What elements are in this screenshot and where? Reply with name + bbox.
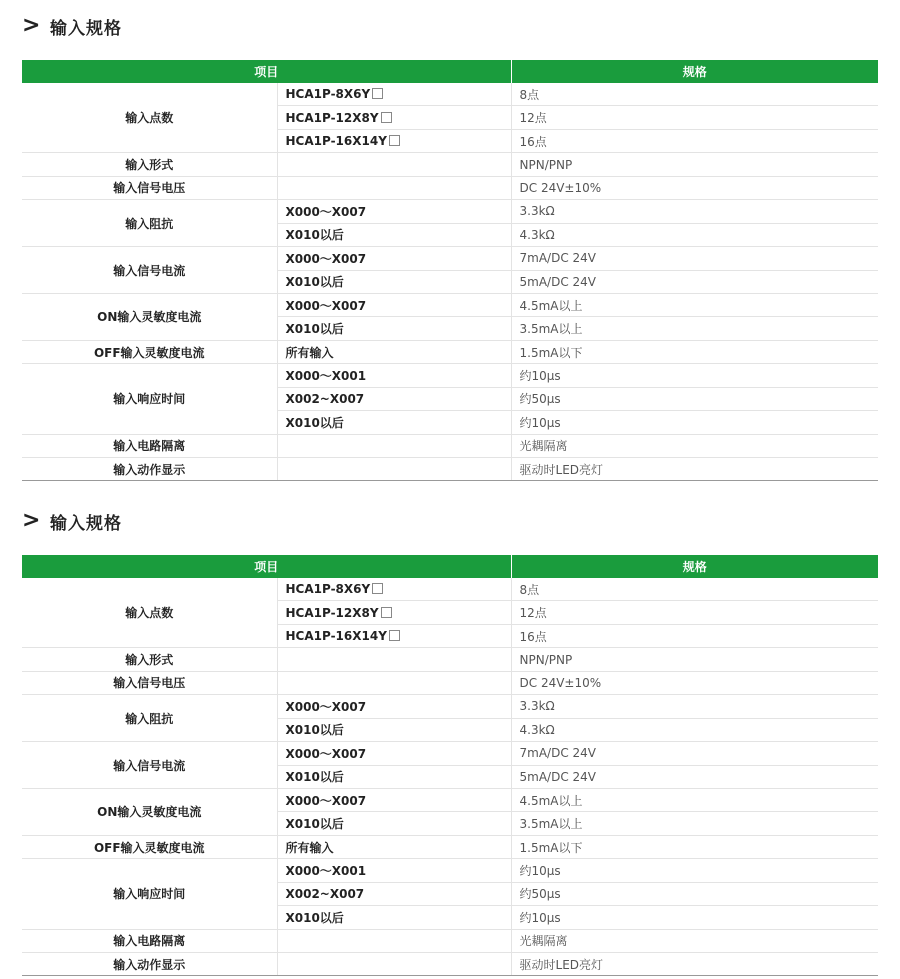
table-row bbox=[22, 835, 878, 858]
checkbox-square-icon bbox=[381, 607, 392, 618]
section-title bbox=[22, 8, 122, 44]
table-row bbox=[22, 578, 878, 601]
value-cell: 3.5mA以上 bbox=[511, 317, 878, 340]
checkbox-square-icon bbox=[381, 112, 392, 123]
value-cell: 12点 bbox=[511, 106, 878, 129]
row-label: 输入电路隔离 bbox=[22, 434, 277, 457]
table-row bbox=[22, 83, 878, 106]
table-row bbox=[22, 953, 878, 976]
value-cell: 驱动时LED亮灯 bbox=[511, 953, 878, 976]
value-cell: 4.3kΩ bbox=[511, 718, 878, 741]
sub-cell: 所有输入 bbox=[277, 340, 511, 363]
sub-cell: X010以后 bbox=[277, 223, 511, 246]
value-cell: 4.5mA以上 bbox=[511, 788, 878, 811]
empty-cell bbox=[277, 929, 511, 952]
empty-cell bbox=[277, 176, 511, 199]
model-name: HCA1P-8X6Y bbox=[285, 582, 371, 597]
sub-cell: X000～X007 bbox=[277, 200, 511, 223]
table-row bbox=[22, 364, 878, 387]
row-label: 输入动作显示 bbox=[22, 458, 277, 481]
value-cell: 4.5mA以上 bbox=[511, 293, 878, 316]
model-cell bbox=[277, 601, 511, 624]
empty-cell bbox=[277, 953, 511, 976]
value-cell: 8点 bbox=[511, 83, 878, 106]
value-cell: 3.3kΩ bbox=[511, 695, 878, 718]
row-label: 输入电路隔离 bbox=[22, 929, 277, 952]
table-row bbox=[22, 200, 878, 223]
value-cell: 8点 bbox=[511, 578, 878, 601]
row-label: 输入形式 bbox=[22, 648, 277, 671]
value-cell: 4.3kΩ bbox=[511, 223, 878, 246]
model-cell bbox=[277, 624, 511, 647]
sub-cell: X000～X001 bbox=[277, 364, 511, 387]
table-row bbox=[22, 788, 878, 811]
checkbox-square-icon bbox=[372, 88, 383, 99]
value-cell: 5mA/DC 24V bbox=[511, 270, 878, 293]
table-row bbox=[22, 176, 878, 199]
table-header-row bbox=[22, 60, 878, 83]
value-cell: 约10μs bbox=[511, 411, 878, 434]
sub-cell: X000～X007 bbox=[277, 247, 511, 270]
value-cell: 16点 bbox=[511, 624, 878, 647]
row-label: 输入响应时间 bbox=[22, 364, 277, 434]
header-spec: 规格 bbox=[511, 60, 878, 83]
model-name: HCA1P-8X6Y bbox=[285, 87, 371, 102]
value-cell: 驱动时LED亮灯 bbox=[511, 458, 878, 481]
model-cell bbox=[277, 83, 511, 106]
table-row bbox=[22, 247, 878, 270]
empty-cell bbox=[277, 153, 511, 176]
value-cell: NPN/PNP bbox=[511, 153, 878, 176]
row-label: ON输入灵敏度电流 bbox=[22, 293, 277, 340]
empty-cell bbox=[277, 434, 511, 457]
value-cell: 1.5mA以下 bbox=[511, 340, 878, 363]
chevron-right-icon: > bbox=[22, 508, 41, 533]
row-label: 输入响应时间 bbox=[22, 859, 277, 929]
value-cell: 5mA/DC 24V bbox=[511, 765, 878, 788]
value-cell: 7mA/DC 24V bbox=[511, 742, 878, 765]
table-row bbox=[22, 434, 878, 457]
model-cell bbox=[277, 129, 511, 152]
table-row bbox=[22, 293, 878, 316]
value-cell: 3.3kΩ bbox=[511, 200, 878, 223]
sub-cell: X010以后 bbox=[277, 317, 511, 340]
row-label: 输入点数 bbox=[22, 83, 277, 153]
sub-cell: X010以后 bbox=[277, 718, 511, 741]
value-cell: 约10μs bbox=[511, 364, 878, 387]
empty-cell bbox=[277, 648, 511, 671]
spec-table bbox=[22, 60, 878, 481]
row-label: 输入信号电流 bbox=[22, 247, 277, 294]
sub-cell: 所有输入 bbox=[277, 835, 511, 858]
header-item: 项目 bbox=[22, 555, 511, 578]
checkbox-square-icon bbox=[389, 630, 400, 641]
value-cell: 约50μs bbox=[511, 387, 878, 410]
sub-cell: X000～X007 bbox=[277, 788, 511, 811]
row-label: 输入点数 bbox=[22, 578, 277, 648]
value-cell: 16点 bbox=[511, 129, 878, 152]
model-cell bbox=[277, 578, 511, 601]
sub-cell: X010以后 bbox=[277, 906, 511, 929]
row-label: ON输入灵敏度电流 bbox=[22, 788, 277, 835]
empty-cell bbox=[277, 458, 511, 481]
sub-cell: X000～X007 bbox=[277, 742, 511, 765]
sub-cell: X000～X007 bbox=[277, 293, 511, 316]
section-title-text: 输入规格 bbox=[50, 18, 122, 39]
table-row bbox=[22, 340, 878, 363]
sub-cell: X002~X007 bbox=[277, 387, 511, 410]
sub-cell: X000～X007 bbox=[277, 695, 511, 718]
table-row bbox=[22, 859, 878, 882]
row-label: 输入信号电压 bbox=[22, 671, 277, 694]
value-cell: 12点 bbox=[511, 601, 878, 624]
row-label: 输入动作显示 bbox=[22, 953, 277, 976]
value-cell: 光耦隔离 bbox=[511, 434, 878, 457]
sub-cell: X010以后 bbox=[277, 270, 511, 293]
row-label: 输入阻抗 bbox=[22, 695, 277, 742]
row-label: 输入信号电流 bbox=[22, 742, 277, 789]
table-row bbox=[22, 695, 878, 718]
row-label: 输入形式 bbox=[22, 153, 277, 176]
table-row bbox=[22, 648, 878, 671]
table-row bbox=[22, 671, 878, 694]
value-cell: 7mA/DC 24V bbox=[511, 247, 878, 270]
row-label: 输入信号电压 bbox=[22, 176, 277, 199]
value-cell: 1.5mA以下 bbox=[511, 835, 878, 858]
model-name: HCA1P-12X8Y bbox=[285, 110, 379, 125]
model-name: HCA1P-16X14Y bbox=[285, 134, 387, 149]
chevron-right-icon: > bbox=[22, 13, 41, 38]
model-cell bbox=[277, 106, 511, 129]
sub-cell: X002~X007 bbox=[277, 882, 511, 905]
section-title-text: 输入规格 bbox=[50, 513, 122, 534]
value-cell: NPN/PNP bbox=[511, 648, 878, 671]
table-row bbox=[22, 929, 878, 952]
value-cell: 约50μs bbox=[511, 882, 878, 905]
model-name: HCA1P-16X14Y bbox=[285, 629, 387, 644]
row-label: OFF输入灵敏度电流 bbox=[22, 835, 277, 858]
empty-cell bbox=[277, 671, 511, 694]
model-name: HCA1P-12X8Y bbox=[285, 605, 379, 620]
value-cell: 约10μs bbox=[511, 906, 878, 929]
value-cell: DC 24V±10% bbox=[511, 176, 878, 199]
row-label: OFF输入灵敏度电流 bbox=[22, 340, 277, 363]
sub-cell: X000～X001 bbox=[277, 859, 511, 882]
value-cell: DC 24V±10% bbox=[511, 671, 878, 694]
table-row bbox=[22, 458, 878, 481]
checkbox-square-icon bbox=[389, 135, 400, 146]
value-cell: 3.5mA以上 bbox=[511, 812, 878, 835]
sub-cell: X010以后 bbox=[277, 411, 511, 434]
sub-cell: X010以后 bbox=[277, 765, 511, 788]
checkbox-square-icon bbox=[372, 583, 383, 594]
table-row bbox=[22, 153, 878, 176]
row-label: 输入阻抗 bbox=[22, 200, 277, 247]
table-row bbox=[22, 742, 878, 765]
section-title bbox=[22, 503, 122, 539]
sub-cell: X010以后 bbox=[277, 812, 511, 835]
table-header-row bbox=[22, 555, 878, 578]
value-cell: 光耦隔离 bbox=[511, 929, 878, 952]
header-spec: 规格 bbox=[511, 555, 878, 578]
value-cell: 约10μs bbox=[511, 859, 878, 882]
header-item: 项目 bbox=[22, 60, 511, 83]
spec-table bbox=[22, 555, 878, 976]
